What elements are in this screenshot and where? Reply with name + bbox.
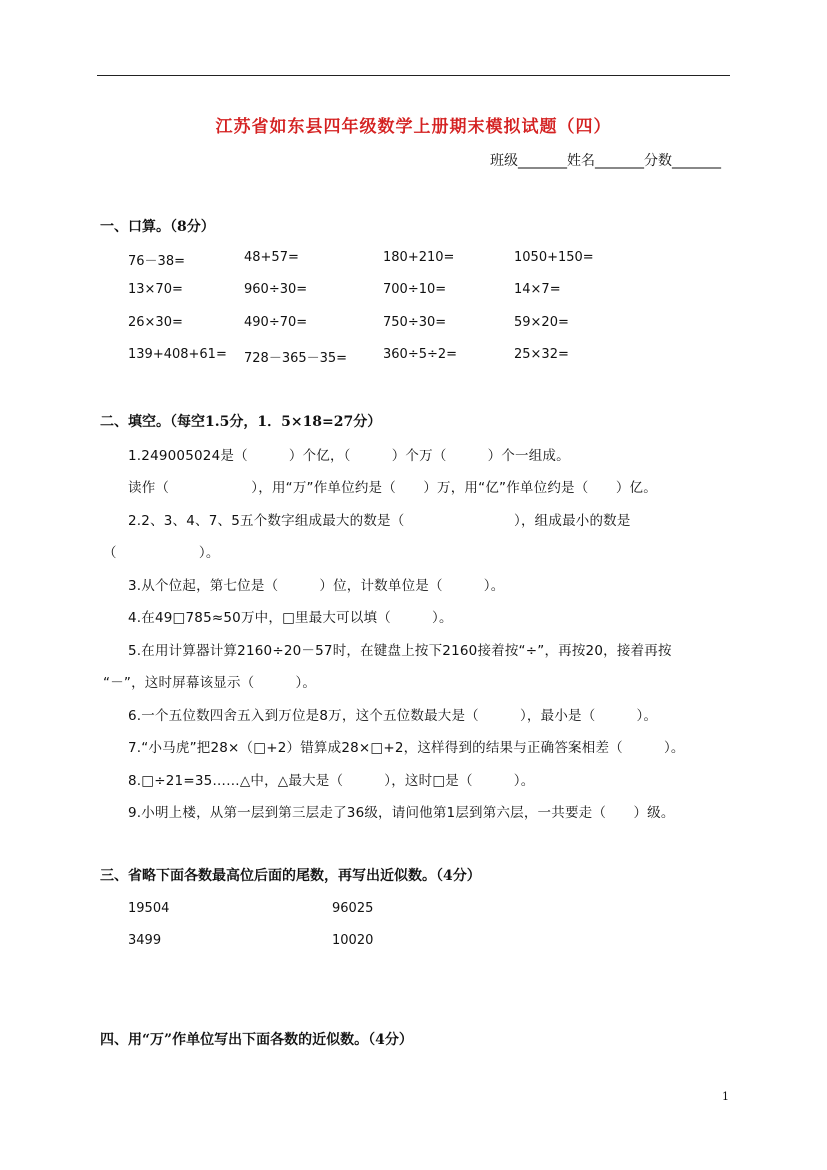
fill-blank-item: 3.从个位起，第七位是（ ）位，计数单位是（ ）。 [128,578,505,594]
oral-calc-item: 960÷30= [244,282,308,297]
oral-calc-item: 14×7= [514,282,561,297]
oral-calc-item: 728－365－35= [244,351,348,366]
fill-blank-item: 6.一个五位数四舍五入到万位是8万，这个五位数最大是（ ），最小是（ ）。 [128,708,658,724]
section-1-heading: 一、口算。（8分） [100,219,215,235]
oral-calc-item: 13×70= [128,282,183,297]
number-item: 3499 [128,933,162,948]
oral-calc-item: 25×32= [514,347,569,362]
fill-blank-item: “－”，这时屏幕该显示（ ）。 [103,675,317,691]
oral-calc-item: 26×30= [128,315,183,330]
fill-blank-item: 4.在49□785≈50万中，□里最大可以填（ ）。 [128,610,453,626]
section-4-heading: 四、用“万”作单位写出下面各数的近似数。（4分） [100,1032,413,1048]
oral-calc-item: 48+57= [244,250,299,265]
oral-calc-item: 360÷5÷2= [383,347,458,362]
oral-calc-item: 750÷30= [383,315,447,330]
oral-calc-item: 180+210= [383,250,455,265]
oral-calc-item: 1050+150= [514,250,594,265]
number-item: 19504 [128,901,170,916]
page-number: 1 [722,1090,729,1103]
number-item: 96025 [332,901,374,916]
header-rule [97,75,730,76]
fill-blank-item: 7.“小马虎”把28×（□+2）错算成28×□+2，这样得到的结果与正确答案相差（ ）。 [128,740,685,756]
fill-blank-item: 1.249005024是（ ）个亿，（ ）个万（ ）个一组成。 [128,448,570,464]
section-2-heading: 二、填空。（每空1.5分，1．5×18=27分） [100,414,382,430]
fill-blank-item: 8.□÷21=35……△中，△最大是（ ），这时□是（ ）。 [128,773,535,789]
page-title: 江苏省如东县四年级数学上册期末模拟试题（四） [215,117,612,137]
oral-calc-item: 76－38= [128,254,185,269]
number-item: 10020 [332,933,374,948]
fill-blank-item: （ ）。 [103,545,220,561]
fill-blank-item: 5.在用计算器计算2160÷20－57时，在键盘上按下2160接着按“÷”，再按20，接着再按 [128,643,672,659]
fill-blank-item: 2.2、3、4、7、5五个数字组成最大的数是（ ），组成最小的数是 [128,513,631,529]
oral-calc-item: 490÷70= [244,315,308,330]
oral-calc-item: 139+408+61= [128,347,227,362]
fill-blank-item: 9.小明上楼，从第一层到第三层走了36级，请问他第1层到第六层，一共要走（ ）级。 [128,805,675,821]
oral-calc-item: 700÷10= [383,282,447,297]
student-info-line: 班级_______姓名_______分数_______ [490,153,721,169]
fill-blank-item: 读作（ ），用“万”作单位约是（ ）万，用“亿”作单位约是（ ）亿。 [128,480,657,496]
section-3-heading: 三、省略下面各数最高位后面的尾数，再写出近似数。（4分） [100,868,481,884]
oral-calc-item: 59×20= [514,315,569,330]
